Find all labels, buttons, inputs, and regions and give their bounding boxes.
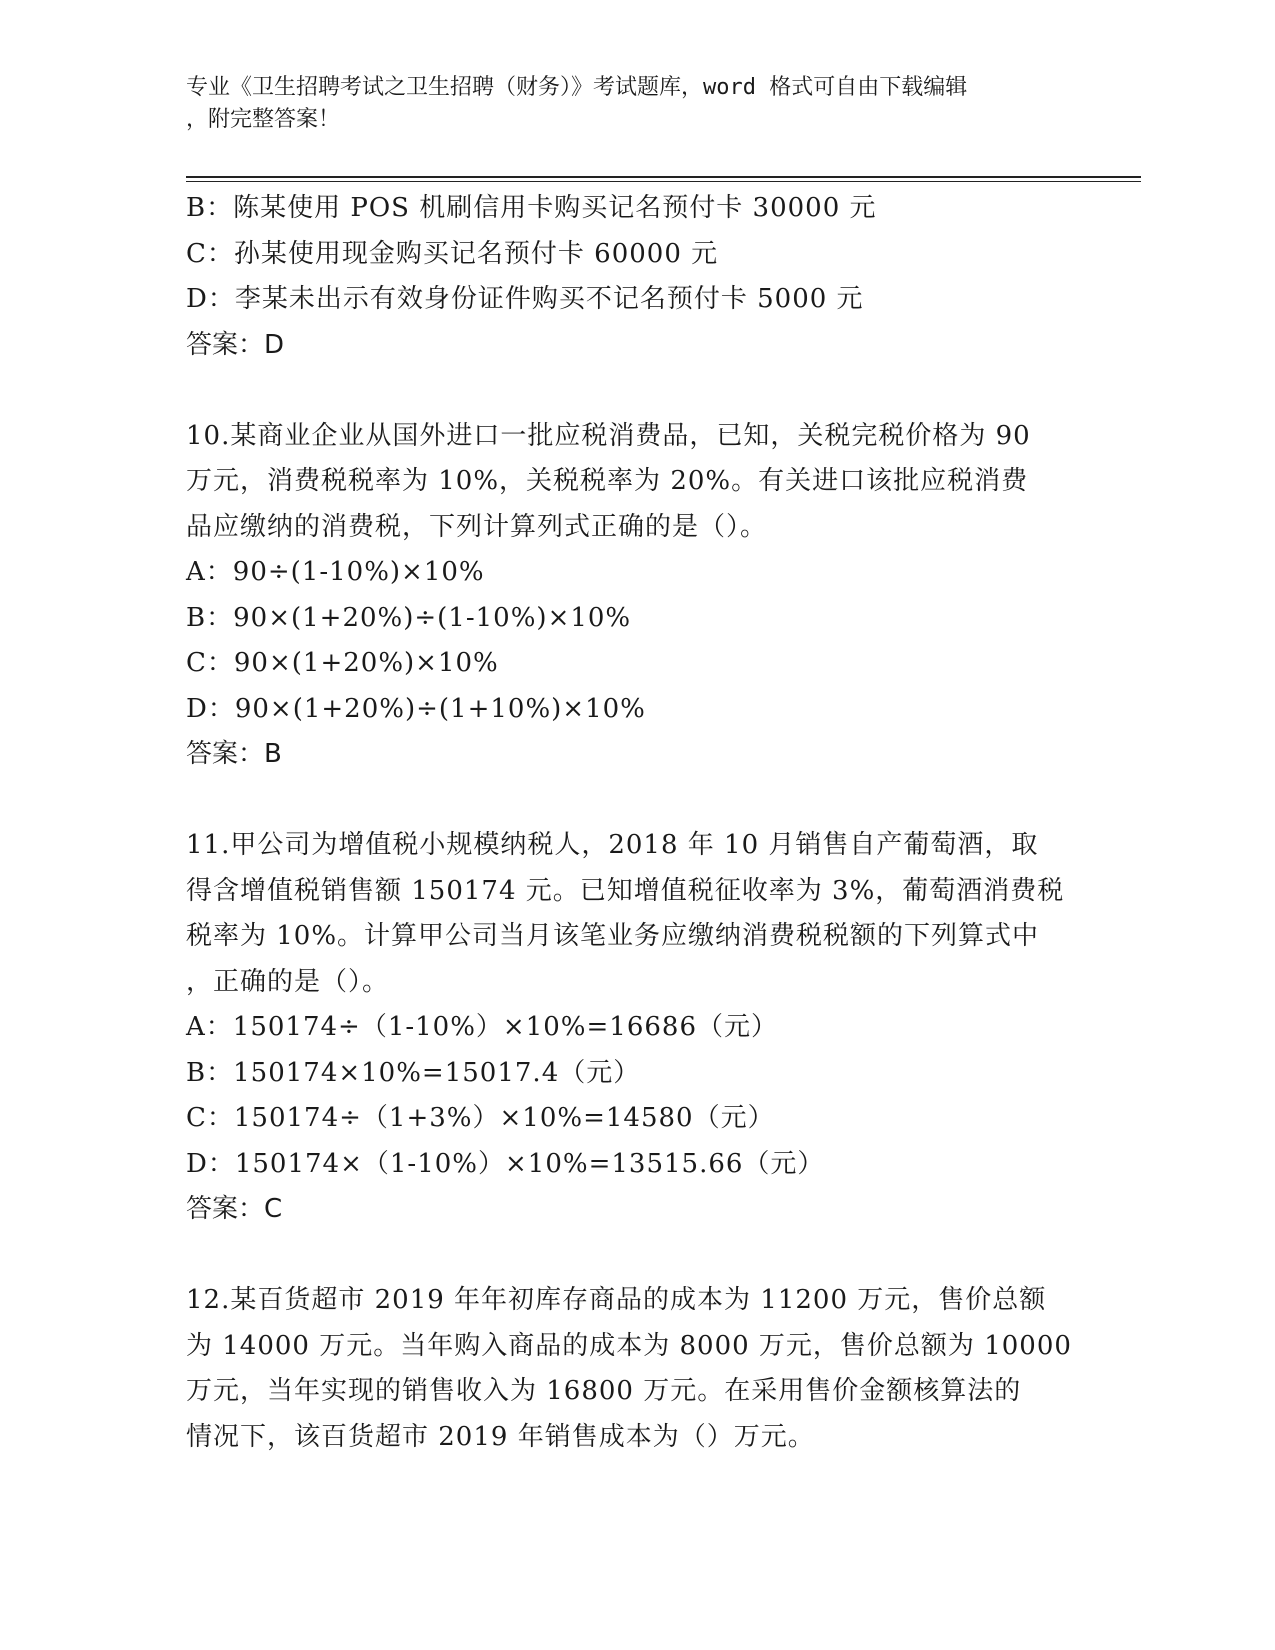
question-content xyxy=(186,186,1086,1460)
question-stem-line: 情况下，该百货超市 2019 年销售成本为（）万元。 xyxy=(186,1421,815,1452)
option-d: D：李某未出示有效身份证件购买不记名预付卡 5000 元 xyxy=(186,284,864,314)
option-b: B：150174×10%=15017.4（元） xyxy=(186,1057,641,1088)
question-11 xyxy=(186,823,1086,1233)
header-rule-thin xyxy=(186,181,1141,182)
option-a: A：150174÷（1-10%）×10%=16686（元） xyxy=(186,1012,778,1042)
header-line-2: ，附完整答案！ xyxy=(186,107,341,132)
question-stem-line: 为 14000 万元。当年购入商品的成本为 8000 万元，售价总额为 10000 xyxy=(186,1330,1072,1361)
question-stem-line: 12.某百货超市 2019 年年初库存商品的成本为 11200 万元，售价总额 xyxy=(186,1285,1047,1315)
option-d: D：150174×（1-10%）×10%=13515.66（元） xyxy=(186,1148,825,1179)
question-stem-line: 万元，消费税税率为 10%，关税税率为 20%。有关进口该批应税消费 xyxy=(186,466,1029,496)
question-stem-line: 万元，当年实现的销售收入为 16800 万元。在采用售价金额核算法的 xyxy=(186,1376,1022,1406)
answer: 答案：D xyxy=(186,329,285,360)
option-a: A：90÷(1-10%)×10% xyxy=(186,557,485,587)
page-header xyxy=(186,72,1066,136)
answer: 答案：B xyxy=(186,739,282,769)
header-rule-thick xyxy=(186,176,1141,178)
question-stem-line: 品应缴纳的消费税，下列计算列式正确的是（）。 xyxy=(186,511,768,542)
spacer xyxy=(186,368,1086,414)
spacer xyxy=(186,1233,1086,1279)
question-stem-line: 税率为 10%。计算甲公司当月该笔业务应缴纳消费税税额的下列算式中 xyxy=(186,921,1040,951)
option-c: C：150174÷（1+3%）×10%=14580（元） xyxy=(186,1103,775,1133)
answer: 答案：C xyxy=(186,1194,283,1224)
question-12 xyxy=(186,1278,1086,1460)
question-stem-line: 10.某商业企业从国外进口一批应税消费品，已知，关税完税价格为 90 xyxy=(186,420,1031,451)
option-b: B：90×(1+20%)÷(1-10%)×10% xyxy=(186,602,632,633)
question-10 xyxy=(186,414,1086,778)
header-line-1: 专业《卫生招聘考试之卫生招聘（财务）》考试题库，word 格式可自由下载编辑 xyxy=(186,75,968,100)
spacer xyxy=(186,778,1086,824)
option-c: C：90×(1+20%)×10% xyxy=(186,648,499,678)
question-stem-line: 11.甲公司为增值税小规模纳税人，2018 年 10 月销售自产葡萄酒，取 xyxy=(186,830,1039,860)
option-c: C：孙某使用现金购买记名预付卡 60000 元 xyxy=(186,238,719,269)
question-9-tail xyxy=(186,186,1086,368)
question-stem-line: 得含增值税销售额 150174 元。已知增值税征收率为 3%，葡萄酒消费税 xyxy=(186,875,1065,906)
question-stem-line: ，正确的是（）。 xyxy=(186,966,390,997)
option-b: B：陈某使用 POS 机刷信用卡购买记名预付卡 30000 元 xyxy=(186,193,877,223)
option-d: D：90×(1+20%)÷(1+10%)×10% xyxy=(186,693,646,724)
